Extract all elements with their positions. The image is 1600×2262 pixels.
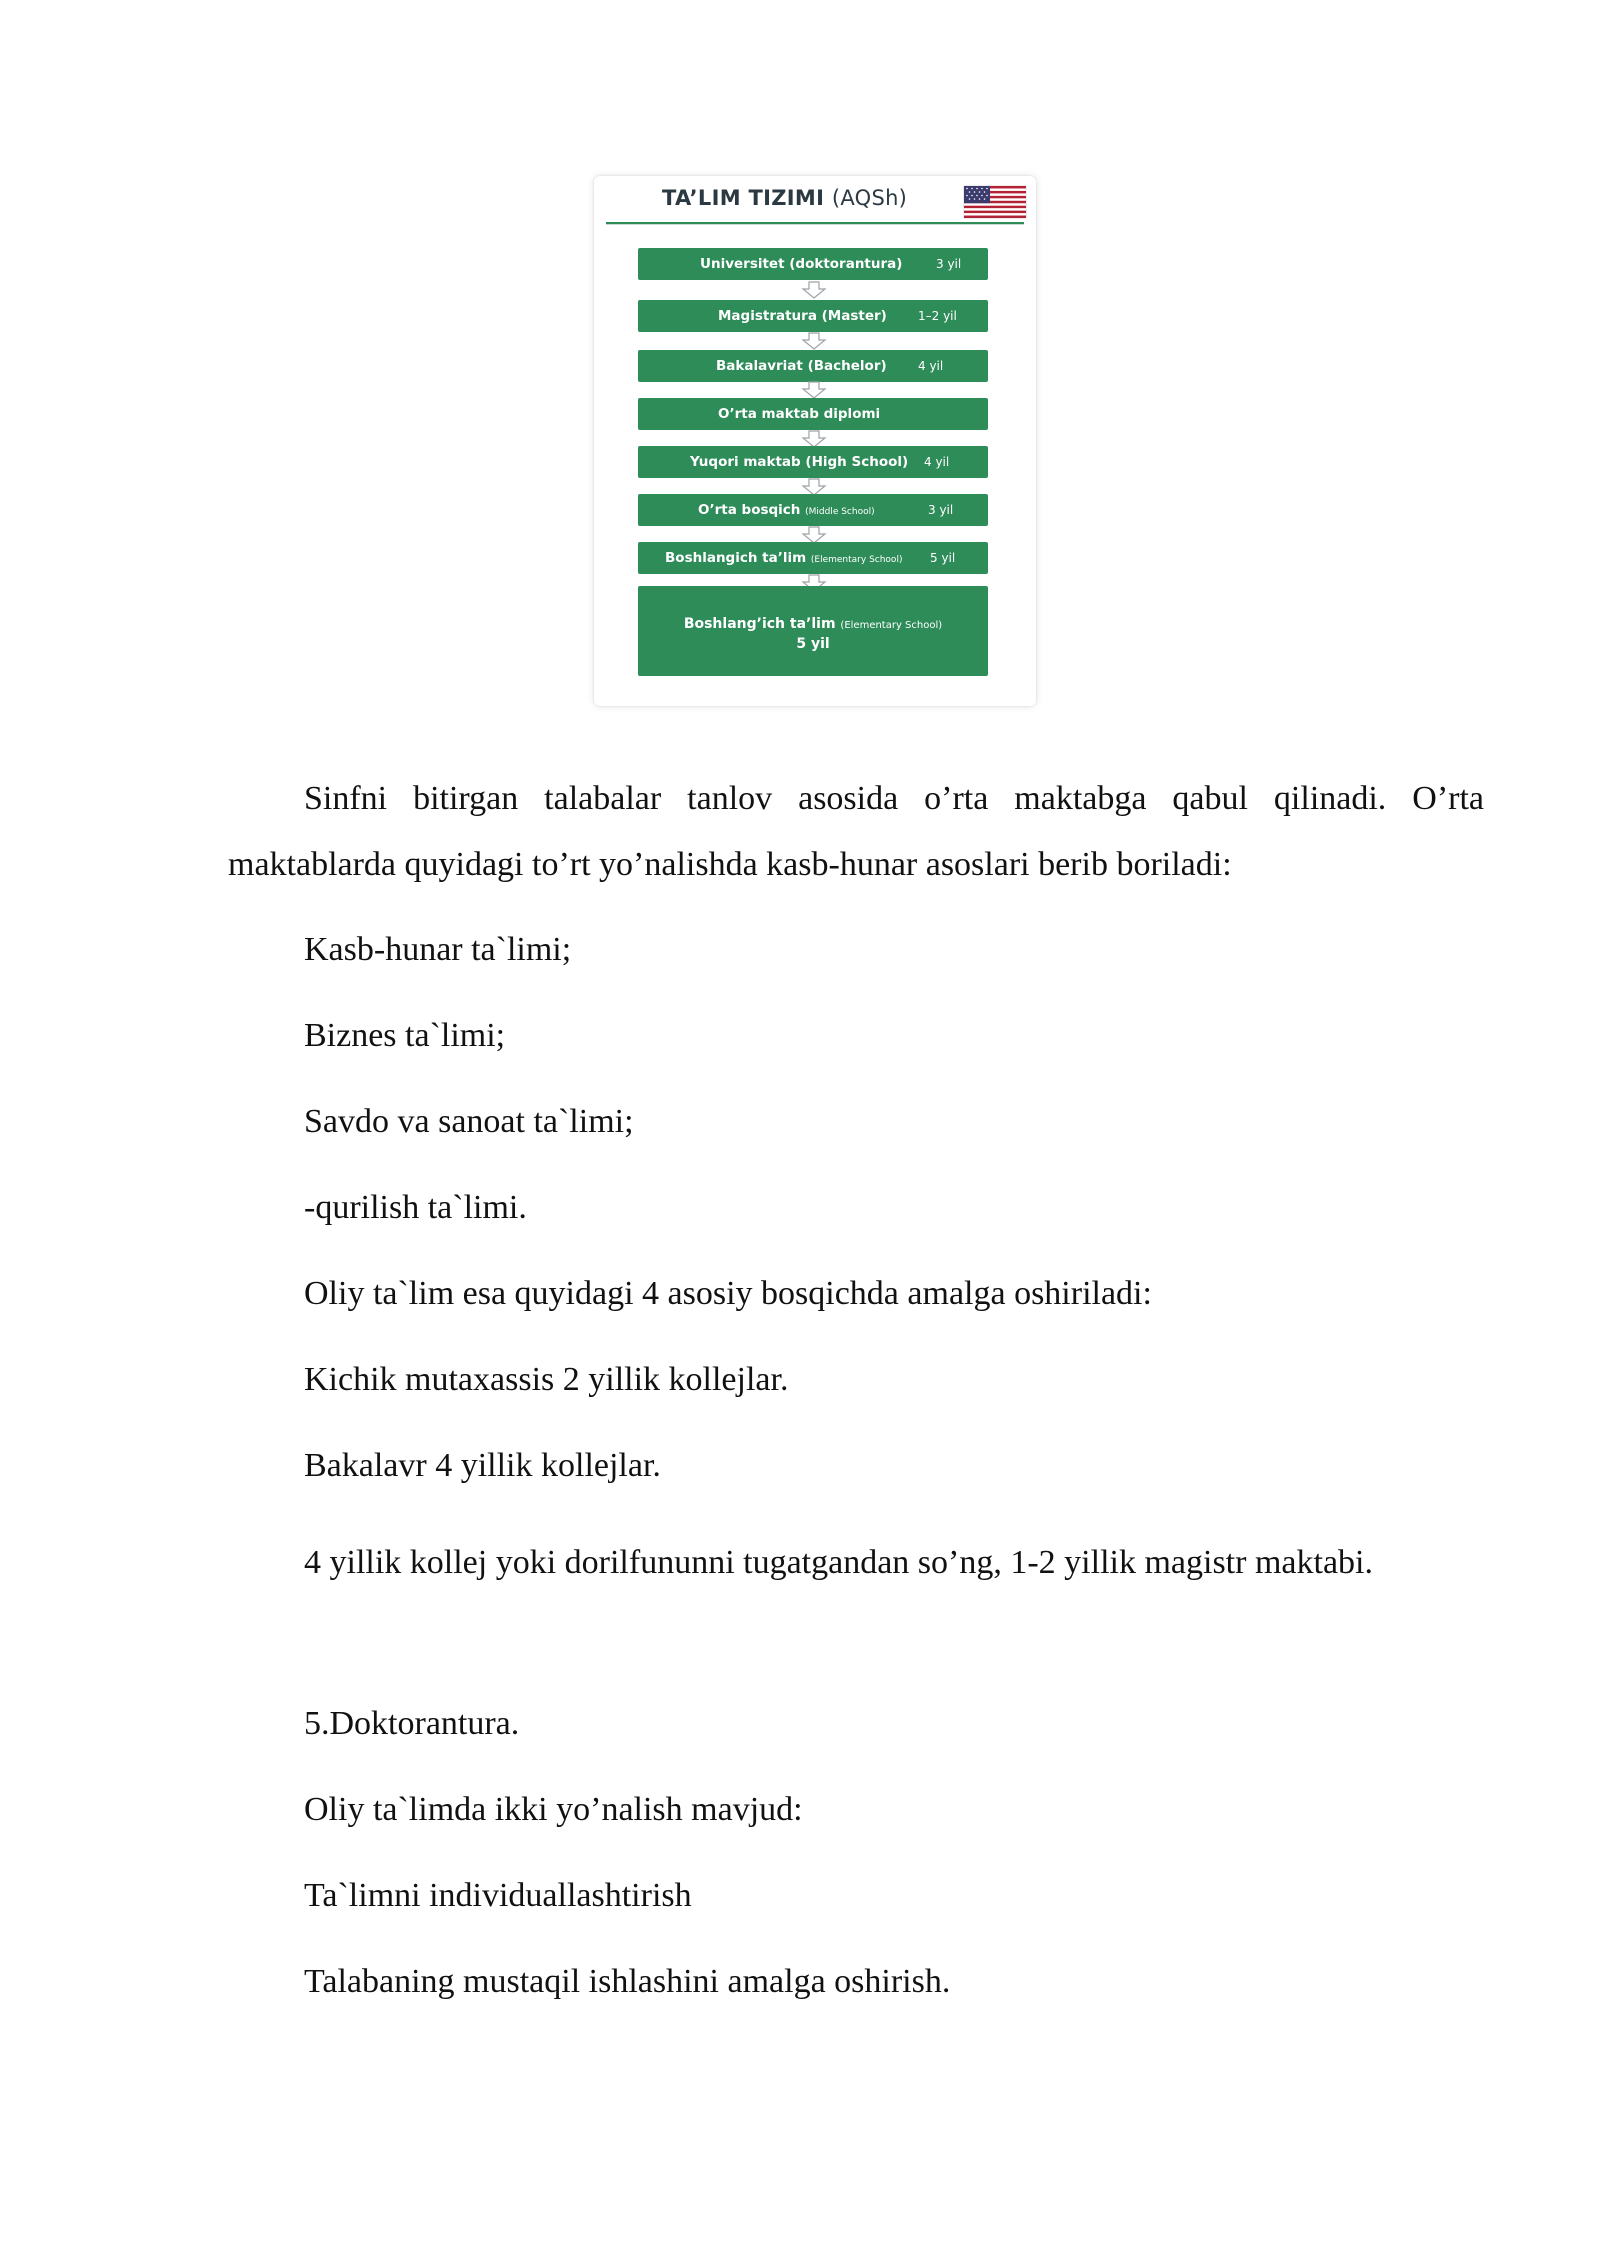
education-system-figure <box>594 176 1036 706</box>
stage-label-main: Boshlang’ich ta’lim <box>683 616 836 632</box>
stage-middle-school <box>638 494 988 526</box>
stage-label: O’rta maktab diplomi <box>718 406 881 422</box>
stage-years: 4 yil <box>918 359 944 373</box>
stage-label-main: Boshlangich ta’lim <box>665 550 807 566</box>
stage-label <box>638 616 988 632</box>
text-doctorate: 5.Doktorantura. <box>304 1705 520 1742</box>
stage-label: Magistratura (Master) <box>718 308 887 324</box>
stage-years: 4 yil <box>924 455 950 469</box>
stage-bachelor <box>638 350 988 382</box>
stage-label-sub: (Elementary School) <box>810 555 903 565</box>
us-flag-graphic <box>964 186 1026 218</box>
text-higher-education-stages: Oliy ta`lim esa quyidagi 4 asosiy bosqichda amalga oshiriladi: <box>304 1275 1152 1312</box>
figure-title <box>662 186 907 210</box>
stage-label <box>698 502 875 518</box>
text-two-directions: Oliy ta`limda ikki yo’nalish mavjud: <box>304 1791 803 1828</box>
down-arrow-icon <box>801 332 827 350</box>
list-item-business: Biznes ta`limi; <box>304 1017 506 1054</box>
stage-years: 5 yil <box>796 636 830 652</box>
stage-elementary <box>638 542 988 574</box>
figure-title-country: (AQSh) <box>831 186 908 210</box>
stage-years: 5 yil <box>930 551 956 565</box>
paragraph-intro: Sinfni bitirgan talabalar tanlov asosida o’rta maktabga qabul qilinadi. O’rta maktablarda quyidagi to’rt yo’nalishda kasb-hunar asoslari berib boriladi: <box>228 780 1484 883</box>
stage-label: Bakalavriat (Bachelor) <box>716 358 887 374</box>
stage-label-main: O’rta bosqich <box>698 502 801 518</box>
down-arrow-icon <box>801 381 827 399</box>
text-junior-specialist: Kichik mutaxassis 2 yillik kollejlar. <box>304 1361 789 1398</box>
stage-label <box>665 550 902 566</box>
stage-doctorate <box>638 248 988 280</box>
stage-years: 3 yil <box>936 257 962 271</box>
stage-label-sub: (Middle School) <box>805 507 875 517</box>
list-item-construction: -qurilish ta`limi. <box>304 1189 527 1226</box>
down-arrow-icon <box>801 281 827 299</box>
text-independent-work: Talabaning mustaqil ishlashini amalga oshirish. <box>304 1963 951 2000</box>
stage-high-school <box>638 446 988 478</box>
us-flag-icon <box>964 186 1026 218</box>
stage-label-sub: (Elementary School) <box>840 620 943 631</box>
stage-master <box>638 300 988 332</box>
stage-years: 3 yil <box>928 503 954 517</box>
paragraph-master: 4 yillik kollej yoki dorilfununni tugatgandan so’ng, 1-2 yillik magistr maktabi. <box>304 1544 1373 1581</box>
stage-high-school-diploma <box>638 398 988 430</box>
list-item-trade-industry: Savdo va sanoat ta`limi; <box>304 1103 634 1140</box>
text-bachelor: Bakalavr 4 yillik kollejlar. <box>304 1447 661 1484</box>
stage-years: 1–2 yil <box>918 309 957 323</box>
stage-label: Yuqori maktab (High School) <box>690 454 909 470</box>
text-individualization: Ta`limni individuallashtirish <box>304 1877 692 1914</box>
figure-title-rule-shadow <box>606 224 1024 225</box>
stage-label: Universitet (doktorantura) <box>700 256 903 272</box>
stage-elementary-final <box>638 586 988 676</box>
figure-title-main: TA’LIM TIZIMI <box>662 186 825 210</box>
list-item-vocational: Kasb-hunar ta`limi; <box>304 931 572 968</box>
